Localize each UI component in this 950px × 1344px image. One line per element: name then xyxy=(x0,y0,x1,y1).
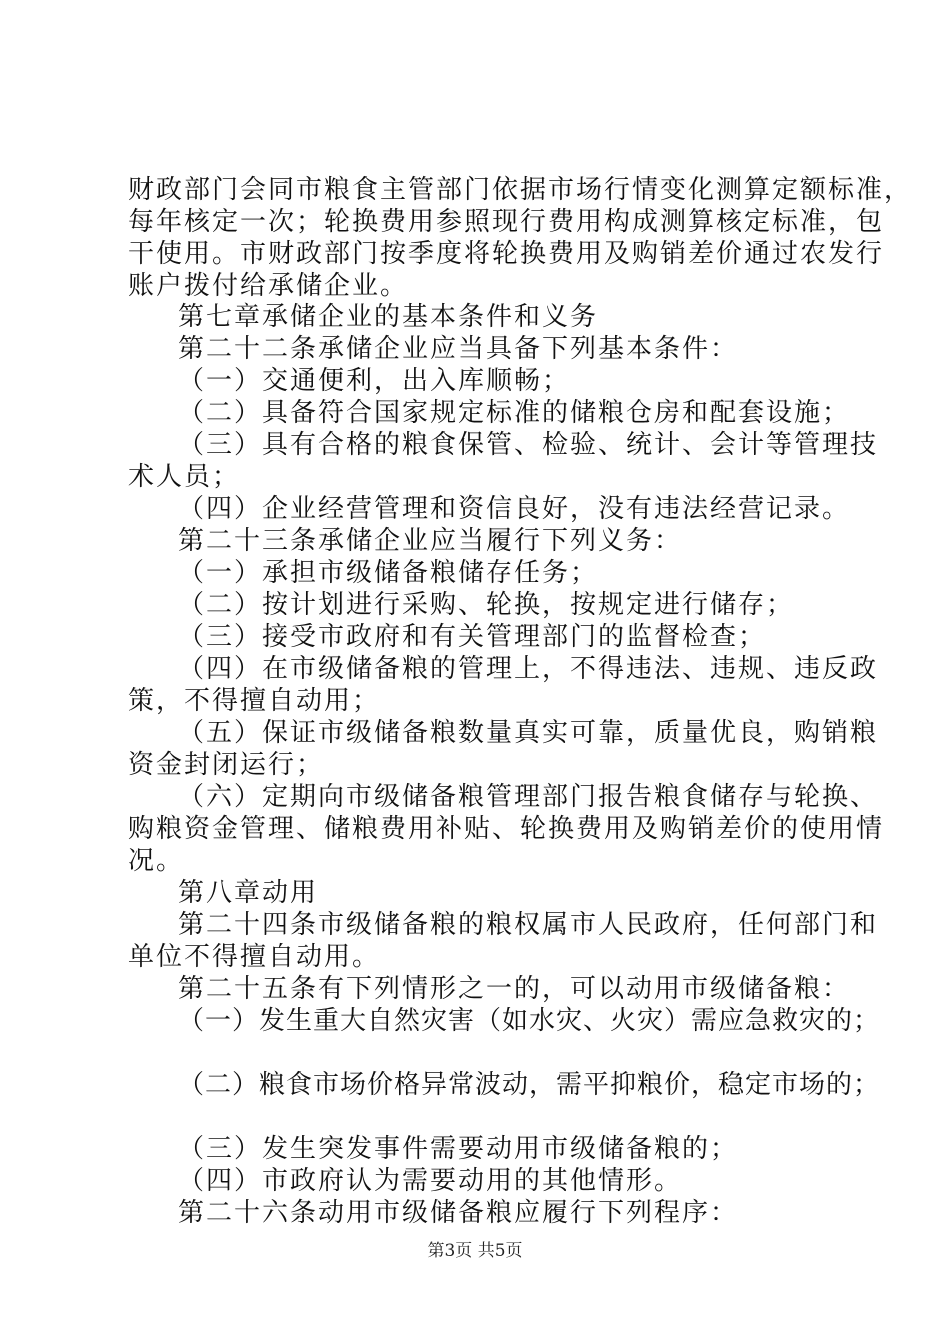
body-line: 账户拨付给承储企业。 xyxy=(128,271,409,301)
list-item-continuation: 资金封闭运行； xyxy=(128,750,325,780)
list-item: （三）具有合格的粮食保管、检验、统计、会计等管理技 xyxy=(178,430,879,460)
list-item: （二）粮食市场价格异常波动，需平抑粮价，稳定市场的； xyxy=(178,1070,881,1100)
page-footer: 第3页 共5页 xyxy=(427,1241,523,1261)
list-item-continuation: 策，不得擅自动用； xyxy=(128,686,381,716)
body-line: 干使用。市财政部门按季度将轮换费用及购销差价通过农发行 xyxy=(128,239,885,269)
list-item-continuation: 术人员； xyxy=(128,462,241,492)
body-line: 每年核定一次；轮换费用参照现行费用构成测算核定标准，包 xyxy=(128,207,885,237)
list-item-continuation: 况。 xyxy=(128,846,185,876)
list-item: （一）交通便利，出入库顺畅； xyxy=(178,366,571,396)
list-item: （二）具备符合国家规定标准的储粮仓房和配套设施； xyxy=(178,398,851,428)
article-heading: 第二十二条承储企业应当具备下列基本条件： xyxy=(178,334,739,364)
list-item: （三）接受市政府和有关管理部门的监督检查； xyxy=(178,622,767,652)
list-item: （四）市政府认为需要动用的其他情形。 xyxy=(178,1166,683,1196)
article-heading: 第二十三条承储企业应当履行下列义务： xyxy=(178,526,683,556)
list-item: （一）发生重大自然灾害（如水灾、火灾）需应急救灾的； xyxy=(178,1006,881,1036)
article-heading: 第二十四条市级储备粮的粮权属市人民政府，任何部门和 xyxy=(178,910,879,940)
article-heading: 第二十六条动用市级储备粮应履行下列程序： xyxy=(178,1198,739,1228)
list-item: （四）在市级储备粮的管理上，不得违法、违规、违反政 xyxy=(178,654,879,684)
chapter-heading: 第七章承储企业的基本条件和义务 xyxy=(178,302,599,332)
list-item: （六）定期向市级储备粮管理部门报告粮食储存与轮换、 xyxy=(178,782,879,812)
list-item: （四）企业经营管理和资信良好，没有违法经营记录。 xyxy=(178,494,851,524)
list-item: （一）承担市级储备粮储存任务； xyxy=(178,558,599,588)
article-heading: 第二十五条有下列情形之一的，可以动用市级储备粮： xyxy=(178,974,851,1004)
body-line: 单位不得擅自动用。 xyxy=(128,942,381,972)
chapter-heading: 第八章动用 xyxy=(178,878,319,908)
list-item: （二）按计划进行采购、轮换，按规定进行储存； xyxy=(178,590,795,620)
list-item: （五）保证市级储备粮数量真实可靠，质量优良，购销粮 xyxy=(178,718,879,748)
list-item: （三）发生突发事件需要动用市级储备粮的； xyxy=(178,1134,739,1164)
body-line: 财政部门会同市粮食主管部门依据市场行情变化测算定额标准， xyxy=(128,175,913,205)
list-item-continuation: 购粮资金管理、储粮费用补贴、轮换费用及购销差价的使用情 xyxy=(128,814,885,844)
